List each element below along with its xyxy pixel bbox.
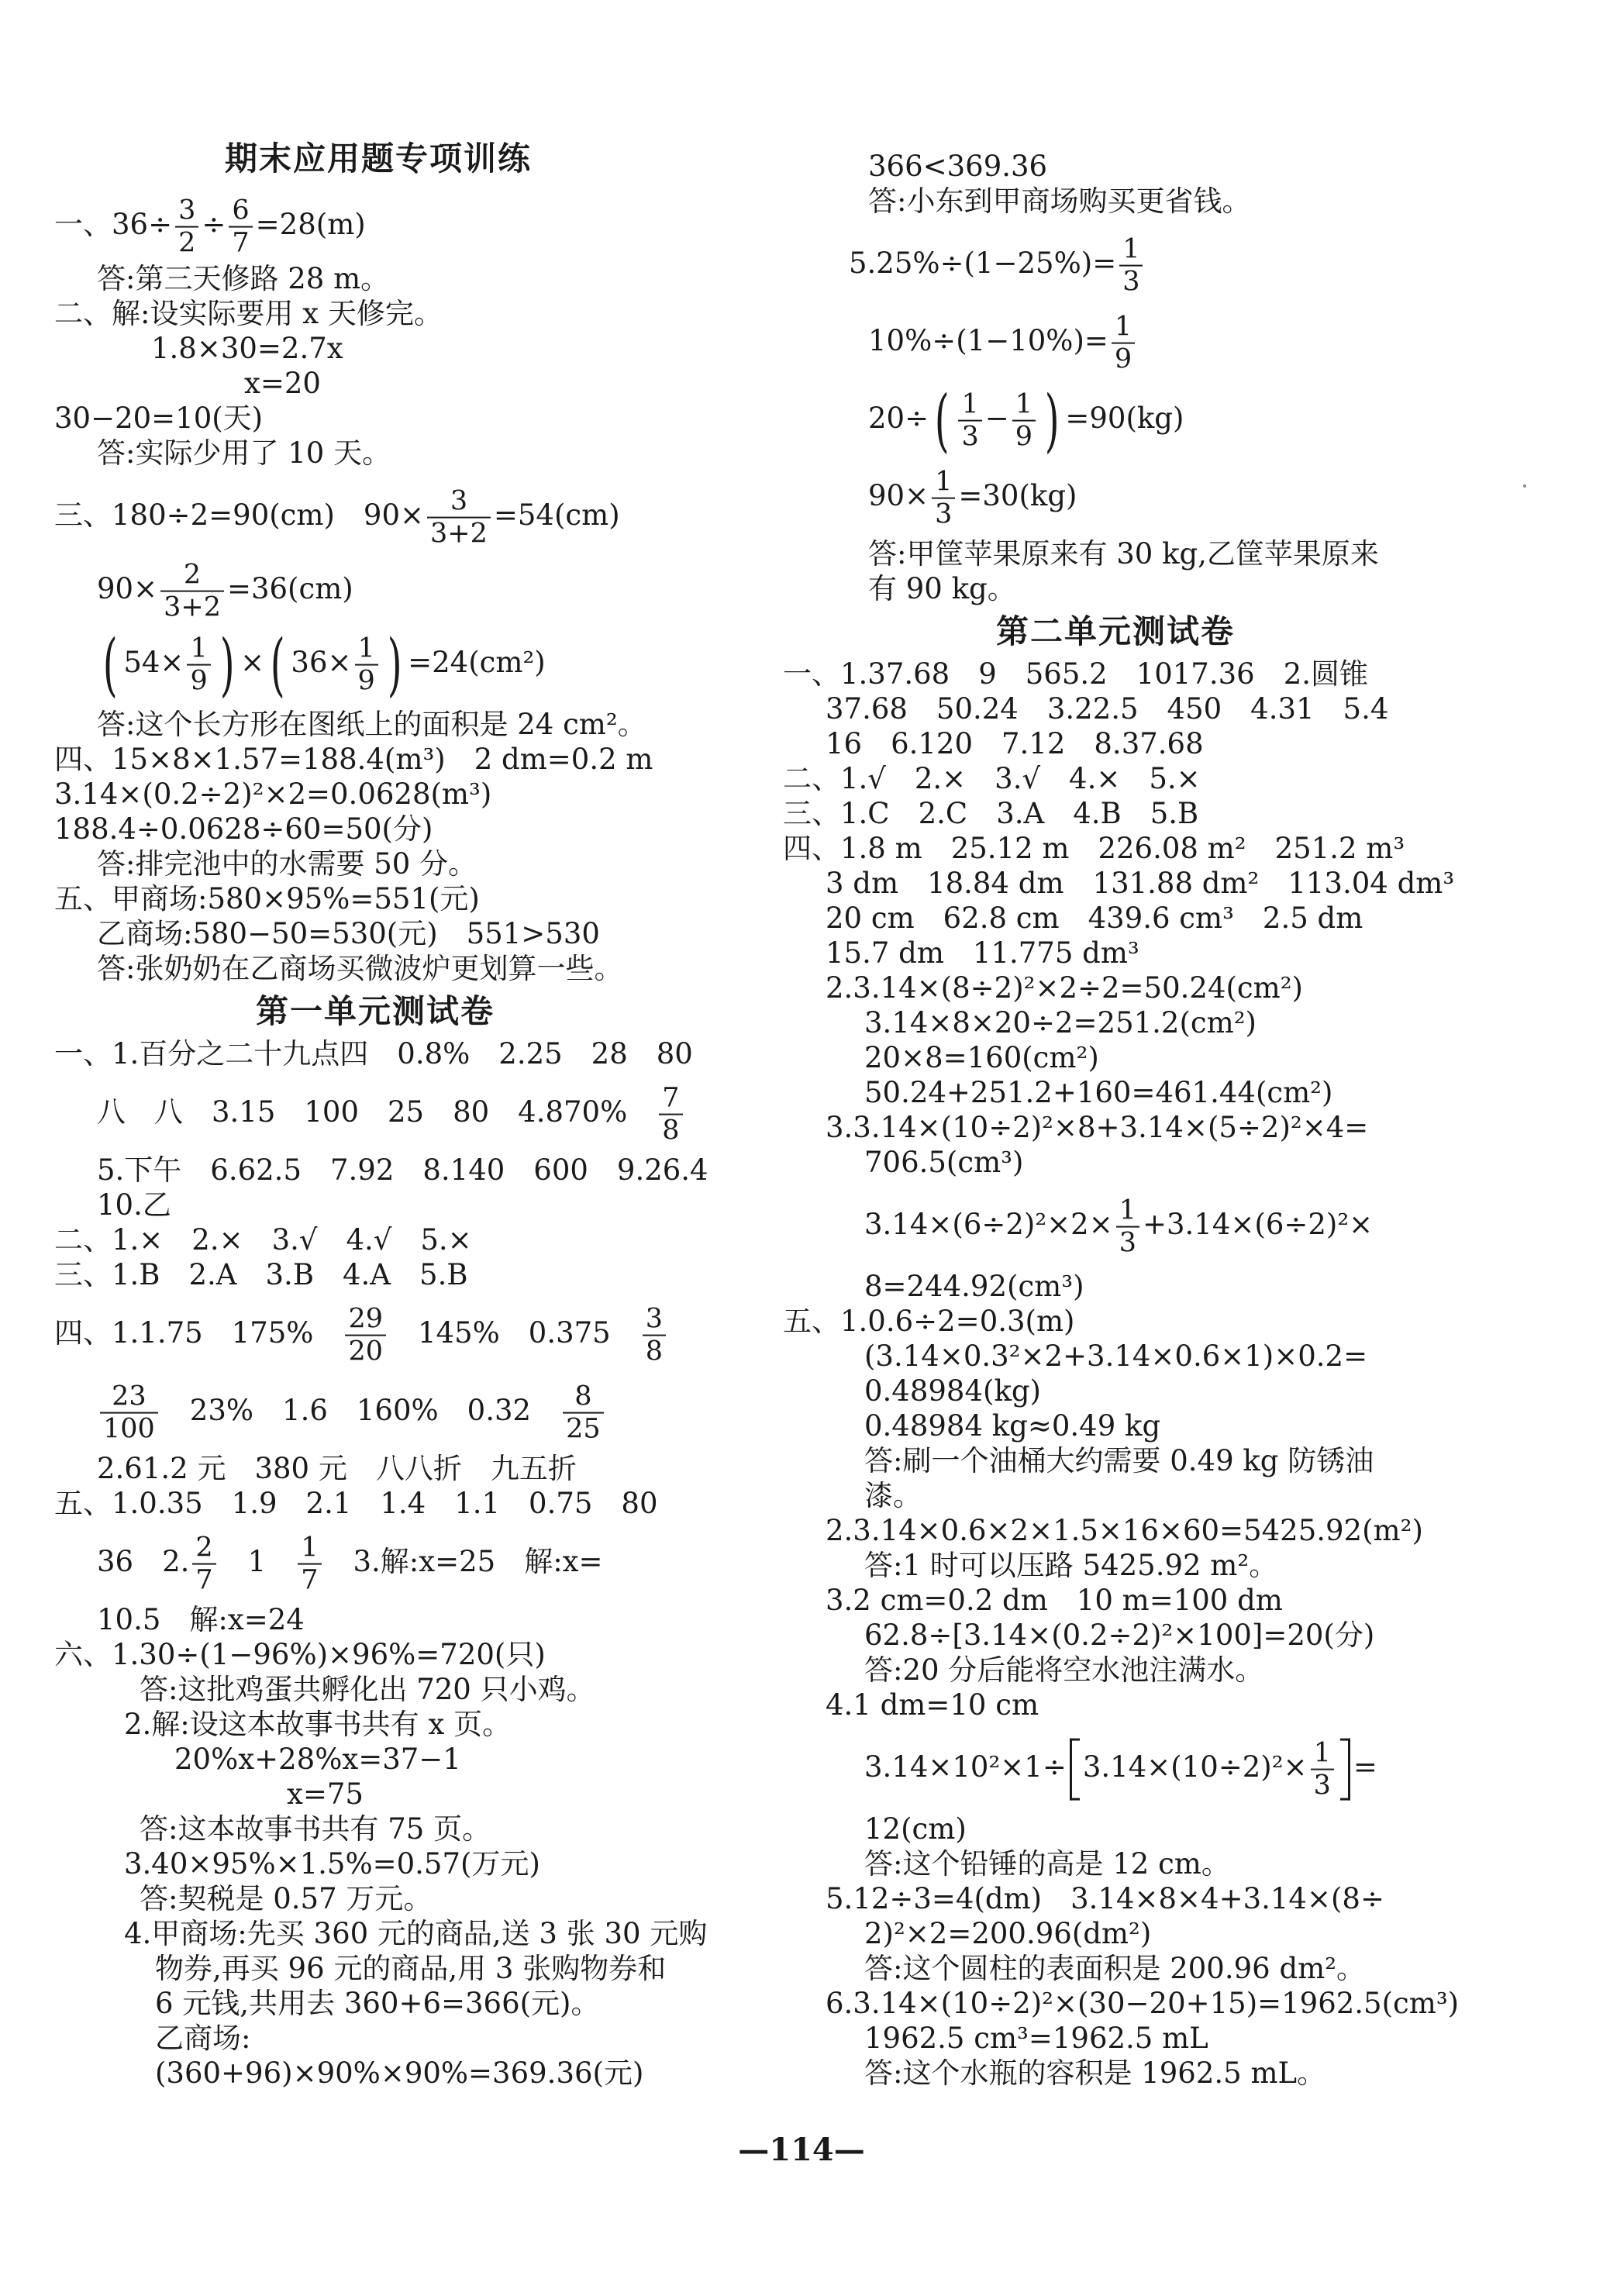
answer-line: 五、1.0.6÷2=0.3(m) bbox=[783, 1305, 1075, 1338]
answer-line bbox=[868, 380, 1184, 460]
text-run: 5.25%÷(1−25%)= bbox=[849, 246, 1117, 281]
fraction-denominator: 3+2 bbox=[427, 517, 491, 550]
answer-line: 12(cm) bbox=[864, 1812, 967, 1846]
text-run: 54× bbox=[123, 646, 184, 680]
answer-line: 3.40×95%×1.5%=0.57(万元) bbox=[124, 1847, 540, 1881]
answer-line: 10.乙 bbox=[97, 1188, 171, 1222]
fraction-numerator: 2 bbox=[195, 1532, 213, 1563]
fraction-numerator: 1 bbox=[190, 633, 208, 664]
fraction-numerator: 6 bbox=[232, 195, 250, 226]
fraction bbox=[643, 1304, 666, 1367]
text-run: − bbox=[984, 402, 1009, 436]
fraction-numerator: 1 bbox=[961, 388, 979, 420]
big-paren: ) bbox=[1044, 380, 1060, 460]
fraction bbox=[1116, 1195, 1139, 1259]
big-paren: ( bbox=[270, 624, 285, 705]
answer-line: 答:实际少用了 10 天。 bbox=[97, 436, 391, 470]
fraction bbox=[345, 1304, 386, 1367]
fraction bbox=[192, 1532, 215, 1596]
fraction-denominator: 9 bbox=[1012, 420, 1036, 453]
fraction bbox=[298, 1532, 321, 1596]
answer-line: x=75 bbox=[287, 1777, 364, 1811]
text-run: 145% 0.375 bbox=[389, 1316, 639, 1350]
answer-line: 706.5(cm³) bbox=[864, 1146, 1024, 1179]
answer-line: 0.48984 kg≈0.49 kg bbox=[864, 1409, 1161, 1443]
answer-line: 6.3.14×(10÷2)²×(30−20+15)=1962.5(cm³) bbox=[826, 1987, 1460, 2020]
answer-line: 4.甲商场:先买 360 元的商品,送 3 张 30 元购 bbox=[124, 1917, 708, 1950]
text-run: 三、180÷2=90(cm) 90× bbox=[54, 498, 425, 533]
answer-line: 6 元钱,共用去 360+6=366(元)。 bbox=[155, 1987, 600, 2020]
text-run: = bbox=[1353, 1750, 1377, 1784]
answer-line: 二、解:设实际要用 x 天修完。 bbox=[54, 297, 443, 330]
text-run: 八 八 3.15 100 25 80 4.870% bbox=[97, 1095, 657, 1129]
text-run: =28(m) bbox=[255, 208, 366, 242]
text-run: 23% 1.6 160% 0.32 bbox=[160, 1394, 560, 1428]
fraction bbox=[563, 1381, 604, 1445]
fraction bbox=[958, 389, 981, 453]
answer-line: 2.解:设这本故事书共有 x 页。 bbox=[124, 1708, 512, 1741]
answer-line: 20 cm 62.8 cm 439.6 cm³ 2.5 dm bbox=[826, 902, 1363, 935]
text-run: 3.解:x=25 解:x= bbox=[324, 1545, 603, 1579]
answer-line: 50.24+251.2+160=461.44(cm²) bbox=[864, 1076, 1333, 1109]
answer-line: 答:甲筐苹果原来有 30 kg,乙筐苹果原来 bbox=[868, 537, 1379, 571]
text-run: =24(cm²) bbox=[408, 646, 546, 680]
answer-line: 3 dm 18.84 dm 131.88 dm² 113.04 dm³ bbox=[826, 867, 1455, 900]
fraction-denominator: 20 bbox=[345, 1335, 386, 1367]
text-run: 一、36÷ bbox=[54, 208, 173, 242]
answer-line: 答:这个水瓶的容积是 1962.5 mL。 bbox=[864, 2056, 1326, 2090]
fraction-numerator: 1 bbox=[935, 466, 953, 498]
fraction bbox=[427, 486, 491, 550]
big-paren: ) bbox=[219, 624, 235, 705]
fraction bbox=[1119, 234, 1143, 298]
text-run: 20÷ bbox=[868, 402, 929, 436]
text-run: =30(kg) bbox=[958, 479, 1077, 513]
fraction bbox=[932, 467, 955, 530]
answer-line: 30−20=10(天) bbox=[54, 402, 264, 435]
text-run: =36(cm) bbox=[226, 572, 353, 606]
answer-line: 366<369.36 bbox=[868, 150, 1048, 183]
answer-line: 物券,再买 96 元的商品,用 3 张购物券和 bbox=[155, 1952, 667, 1985]
answer-line bbox=[97, 1381, 607, 1445]
answer-line: x=20 bbox=[244, 367, 321, 400]
fraction-denominator: 8 bbox=[643, 1335, 666, 1367]
fraction-numerator: 1 bbox=[357, 633, 375, 664]
fraction-denominator: 8 bbox=[659, 1114, 682, 1146]
answer-line: 答:这个铅锤的高是 12 cm。 bbox=[864, 1847, 1230, 1881]
fraction bbox=[1311, 1738, 1334, 1801]
page-number: —114— bbox=[738, 2132, 865, 2168]
big-bracket-right bbox=[1340, 1739, 1350, 1801]
answer-line: 答:1 时可以压路 5425.92 m²。 bbox=[864, 1549, 1278, 1582]
text-run: 3.14×(6÷2)²×2× bbox=[864, 1208, 1113, 1242]
answer-line: 20×8=160(cm²) bbox=[864, 1041, 1099, 1074]
fraction-numerator: 23 bbox=[112, 1381, 147, 1412]
fraction-denominator: 7 bbox=[192, 1563, 215, 1596]
fraction-numerator: 7 bbox=[662, 1082, 680, 1114]
answer-line: 10.5 解:x=24 bbox=[97, 1603, 305, 1636]
answer-line bbox=[54, 1304, 669, 1367]
fraction-denominator: 7 bbox=[229, 226, 252, 259]
fraction-denominator: 3 bbox=[1116, 1226, 1139, 1259]
fraction-denominator: 7 bbox=[298, 1563, 321, 1596]
text-run: 90× bbox=[97, 572, 158, 606]
answer-line: 1962.5 cm³=1962.5 mL bbox=[864, 2022, 1208, 2055]
answer-line: 答:这个长方形在图纸上的面积是 24 cm²。 bbox=[97, 708, 646, 741]
answer-line bbox=[97, 1532, 603, 1596]
answer-line: 3.14×(0.2÷2)²×2=0.0628(m³) bbox=[54, 777, 492, 811]
answer-line bbox=[54, 195, 366, 259]
answer-line: 漆。 bbox=[864, 1479, 922, 1512]
answer-line: 答:这批鸡蛋共孵化出 720 只小鸡。 bbox=[140, 1673, 595, 1706]
text-run: 1 bbox=[219, 1545, 295, 1579]
fraction-denominator: 3 bbox=[932, 498, 955, 530]
answer-line: 3.14×8×20÷2=251.2(cm²) bbox=[864, 1006, 1257, 1039]
answer-line: (3.14×0.3²×2+3.14×0.6×1)×0.2= bbox=[864, 1339, 1368, 1373]
answer-line: 5.下午 6.62.5 7.92 8.140 600 9.26.4 bbox=[97, 1153, 708, 1187]
fraction-denominator: 3 bbox=[958, 420, 981, 453]
answer-line: 答:20 分后能将空水池注满水。 bbox=[864, 1653, 1264, 1687]
text-run: 36× bbox=[291, 646, 352, 680]
text-run: × bbox=[240, 646, 265, 680]
text-run: 36 2. bbox=[97, 1545, 190, 1579]
answer-line: 答:契税是 0.57 万元。 bbox=[140, 1882, 433, 1915]
fraction-numerator: 1 bbox=[1122, 233, 1140, 265]
answer-line: 二、1.× 2.× 3.√ 4.√ 5.× bbox=[54, 1223, 472, 1257]
answer-line: 六、1.30÷(1−96%)×96%=720(只) bbox=[54, 1638, 546, 1671]
fraction-numerator: 1 bbox=[301, 1532, 319, 1563]
answer-line: 188.4÷0.0628÷60=50(分) bbox=[54, 812, 433, 846]
answer-line bbox=[864, 1738, 1377, 1801]
text-run: 3.14×10²×1÷ bbox=[864, 1750, 1067, 1784]
answer-line: 答:张奶奶在乙商场买微波炉更划算一些。 bbox=[97, 952, 623, 985]
fraction bbox=[1112, 312, 1135, 375]
fraction-denominator: 9 bbox=[355, 664, 378, 697]
answer-line bbox=[97, 560, 353, 623]
answer-line: 五、1.0.35 1.9 2.1 1.4 1.1 0.75 80 bbox=[54, 1487, 658, 1520]
answer-line: 4.1 dm=10 cm bbox=[826, 1688, 1039, 1722]
answer-line bbox=[54, 486, 620, 550]
text-run: +3.14×(6÷2)²× bbox=[1143, 1208, 1374, 1242]
answer-line: 有 90 kg。 bbox=[868, 572, 1016, 605]
fraction-denominator: 3 bbox=[1311, 1769, 1334, 1801]
scan-speck bbox=[1523, 484, 1526, 488]
fraction-denominator: 3 bbox=[1119, 265, 1143, 298]
answer-line: 20%x+28%x=37−1 bbox=[174, 1743, 461, 1776]
fraction bbox=[229, 195, 252, 259]
answer-line bbox=[868, 312, 1138, 375]
answer-line: 三、1.B 2.A 3.B 4.A 5.B bbox=[54, 1258, 468, 1291]
fraction bbox=[659, 1083, 682, 1146]
answer-line: 0.48984(kg) bbox=[864, 1374, 1041, 1408]
fraction-denominator: 2 bbox=[175, 226, 198, 259]
answer-line: 3.2 cm=0.2 dm 10 m=100 dm bbox=[826, 1584, 1283, 1617]
answer-line: 2.61.2 元 380 元 八八折 九五折 bbox=[97, 1452, 577, 1485]
section-title: 第二单元测试卷 bbox=[996, 612, 1236, 650]
big-paren: ( bbox=[102, 624, 118, 705]
answer-line bbox=[849, 234, 1146, 298]
fraction-numerator: 2 bbox=[183, 559, 202, 591]
fraction bbox=[1012, 389, 1036, 453]
fraction-denominator: 100 bbox=[100, 1412, 158, 1445]
answer-line: 2.3.14×0.6×2×1.5×16×60=5425.92(m²) bbox=[826, 1514, 1423, 1547]
answer-line: 三、1.C 2.C 3.A 4.B 5.B bbox=[783, 797, 1199, 830]
big-paren: ( bbox=[934, 380, 950, 460]
answer-line: 1.8×30=2.7x bbox=[151, 332, 343, 365]
text-run: =54(cm) bbox=[493, 498, 620, 533]
fraction bbox=[100, 1381, 158, 1445]
answer-line: 15.7 dm 11.775 dm³ bbox=[826, 936, 1139, 970]
fraction-numerator: 3 bbox=[178, 195, 196, 226]
text-run: 四、1.1.75 175% bbox=[54, 1316, 343, 1350]
answer-line: (360+96)×90%×90%=369.36(元) bbox=[155, 2056, 644, 2090]
answer-line: 37.68 50.24 3.22.5 450 4.31 5.4 bbox=[826, 692, 1389, 726]
text-run: =90(kg) bbox=[1065, 402, 1184, 436]
fraction-numerator: 3 bbox=[645, 1303, 663, 1335]
fraction-numerator: 1 bbox=[1119, 1195, 1136, 1226]
text-run: 90× bbox=[868, 479, 929, 513]
answer-line: 3.3.14×(10÷2)²×8+3.14×(5÷2)²×4= bbox=[826, 1111, 1369, 1144]
fraction-numerator: 29 bbox=[348, 1303, 384, 1335]
fraction-numerator: 1 bbox=[1015, 388, 1033, 420]
fraction-denominator: 25 bbox=[563, 1412, 604, 1445]
answer-line: 8=244.92(cm³) bbox=[864, 1270, 1084, 1303]
answer-line: 乙商场:580−50=530(元) 551>530 bbox=[97, 917, 600, 950]
answer-line: 答:刷一个油桶大约需要 0.49 kg 防锈油 bbox=[864, 1444, 1374, 1477]
fraction-denominator: 9 bbox=[187, 664, 210, 697]
answer-line: 四、15×8×1.57=188.4(m³) 2 dm=0.2 m bbox=[54, 743, 653, 776]
answer-line bbox=[97, 624, 546, 705]
big-bracket-left bbox=[1070, 1739, 1080, 1801]
answer-line: 乙商场: bbox=[155, 2022, 251, 2055]
answer-line: 2)²×2=200.96(dm²) bbox=[864, 1917, 1152, 1950]
text-run: 3.14×(10÷2)²× bbox=[1082, 1750, 1308, 1784]
answer-line: 五、甲商场:580×95%=551(元) bbox=[54, 882, 480, 915]
answer-line: 四、1.8 m 25.12 m 226.08 m² 251.2 m³ bbox=[783, 832, 1405, 865]
answer-line: 5.12÷3=4(dm) 3.14×8×4+3.14×(8÷ bbox=[826, 1882, 1384, 1915]
answer-line: 答:排完池中的水需要 50 分。 bbox=[97, 847, 477, 881]
text-run: ÷ bbox=[202, 208, 226, 242]
section-title: 第一单元测试卷 bbox=[256, 992, 495, 1030]
fraction bbox=[187, 633, 210, 697]
answer-line: 答:第三天修路 28 m。 bbox=[97, 262, 390, 295]
answer-line bbox=[97, 1083, 686, 1146]
big-paren: ) bbox=[387, 624, 402, 705]
answer-line: 16 6.120 7.12 8.37.68 bbox=[826, 727, 1204, 760]
answer-line: 一、1.37.68 9 565.2 1017.36 2.圆锥 bbox=[783, 657, 1368, 691]
fraction bbox=[160, 560, 224, 623]
answer-line: 一、1.百分之二十九点四 0.8% 2.25 28 80 bbox=[54, 1037, 693, 1070]
fraction bbox=[175, 195, 198, 259]
fraction-numerator: 3 bbox=[450, 485, 468, 517]
answer-line: 答:这个圆柱的表面积是 200.96 dm²。 bbox=[864, 1952, 1366, 1985]
answer-line: 答:小东到甲商场购买更省钱。 bbox=[868, 184, 1251, 218]
fraction-numerator: 8 bbox=[574, 1381, 592, 1412]
fraction-denominator: 3+2 bbox=[160, 591, 224, 623]
answer-line bbox=[868, 467, 1077, 530]
answer-line: 62.8÷[3.14×(0.2÷2)²×100]=20(分) bbox=[864, 1619, 1375, 1652]
answer-line: 二、1.√ 2.× 3.√ 4.× 5.× bbox=[783, 762, 1201, 795]
fraction-numerator: 1 bbox=[1114, 311, 1132, 343]
fraction bbox=[355, 633, 378, 697]
fraction-denominator: 9 bbox=[1112, 343, 1135, 375]
answer-line: 答:这本故事书共有 75 页。 bbox=[140, 1812, 491, 1846]
text-run: 10%÷(1−10%)= bbox=[868, 324, 1108, 358]
section-title: 期末应用题专项训练 bbox=[225, 140, 533, 178]
answer-line: 2.3.14×(8÷2)²×2÷2=50.24(cm²) bbox=[826, 971, 1303, 1005]
fraction-numerator: 1 bbox=[1313, 1737, 1331, 1769]
answer-line bbox=[864, 1195, 1373, 1259]
